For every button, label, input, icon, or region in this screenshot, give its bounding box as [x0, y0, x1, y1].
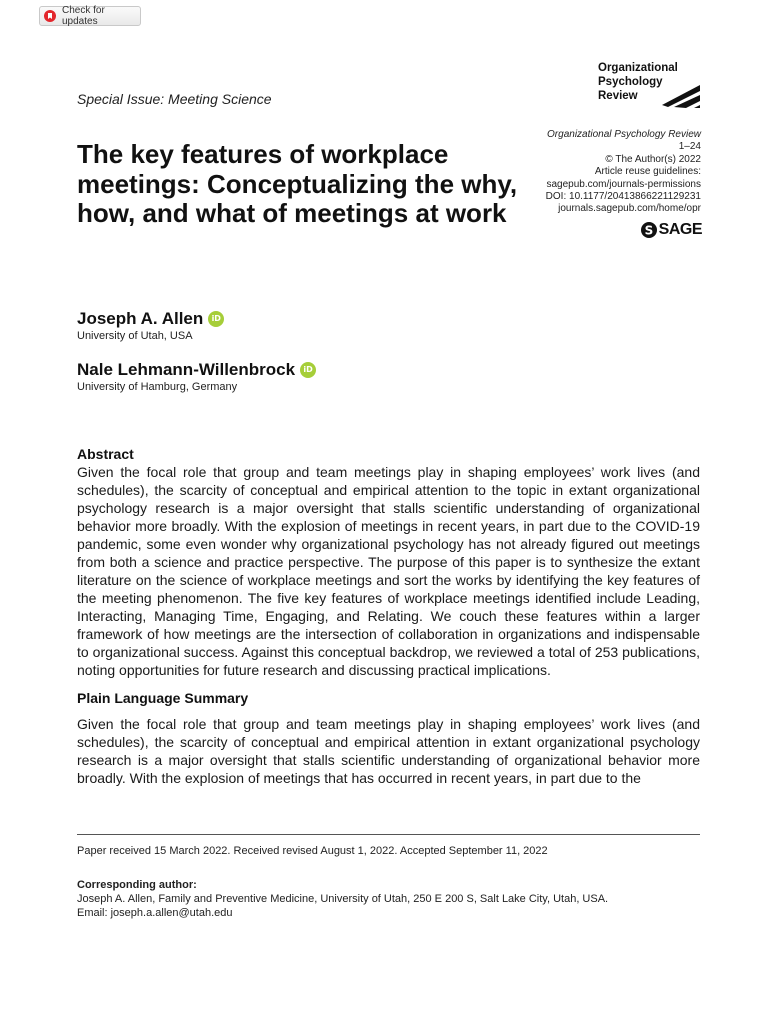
orcid-icon[interactable]: iD [208, 311, 224, 327]
article-meta [520, 129, 701, 216]
author-name: Nale Lehmann-Willenbrock [77, 360, 296, 379]
meta-doi[interactable]: DOI: 10.1177/20413866221129231 [545, 191, 701, 203]
author-name-wrap [77, 360, 316, 380]
author-block [77, 360, 316, 393]
corresponding-address: Joseph A. Allen, Family and Preventive Medicine, University of Utah, 250 E 200 S, Salt Lake City, Utah, USA. [77, 893, 609, 905]
special-issue-label: Special Issue: Meeting Science [77, 91, 272, 107]
received-dates: Paper received 15 March 2022. Received revised August 1, 2022. Accepted September 11, 2022 [77, 845, 548, 857]
abstract-section [77, 446, 700, 787]
meta-pages: 1–24 [678, 141, 701, 153]
meta-journal: Organizational Psychology Review [547, 129, 701, 140]
journal-logo-line-3: Review [598, 90, 638, 102]
article-title: The key features of workplace meetings: Conceptualizing the why, how, and what of meetings at work [77, 139, 518, 228]
check-for-updates-label: Check for updates [62, 5, 105, 27]
author-affiliation: University of Utah, USA [77, 330, 193, 342]
corresponding-email[interactable]: Email: joseph.a.allen@utah.edu [77, 907, 233, 919]
abstract-heading: Abstract [77, 446, 134, 462]
publisher-logo [636, 221, 702, 239]
meta-reuse-label: Article reuse guidelines: [594, 166, 701, 178]
publisher-name: SAGE [658, 221, 702, 238]
author-name: Joseph A. Allen [77, 309, 204, 328]
journal-logo-line-1: Organizational [598, 62, 678, 74]
stripes-mark-icon [660, 83, 702, 109]
plain-language-heading: Plain Language Summary [77, 690, 249, 706]
orcid-icon[interactable]: iD [300, 362, 316, 378]
author-block [77, 309, 224, 342]
meta-copyright: © The Author(s) 2022 [605, 153, 701, 165]
author-affiliation: University of Hamburg, Germany [77, 381, 238, 393]
journal-logo-line-2: Psychology [598, 76, 663, 88]
svg-text:S: S [644, 223, 653, 238]
corresponding-author [77, 878, 608, 920]
abstract-text: Given the focal role that group and team meetings play in shaping employees’ work lives (and schedules), the scarcity of conceptual and empirical attention to the topic in extant organizational psychology research is a major oversight that stalls scientific understanding of organizational behavior more broadly. With the explosion of meetings in recent years, in part due to the COVID-19 pandemic, some even wonder why organizational psychology has not already figured out meetings from both a science and practice perspective. The purpose of this paper is to synthesize the extant literature on the science of workplace meetings and sort the works by identifying the key features of the meeting phenomenon. The five key features of workplace meetings identified include Leading, Interacting, Managing Time, Engaging, and Relating. We couch these features within a larger framework of how meetings are the intersection of collaboration in organizations and indispensable to organizational success. Against this conceptual backdrop, we reviewed a total of 253 publications, noting opportunities for future research and discussing practical implications. [77, 464, 700, 678]
plain-language-text: Given the focal role that group and team meetings play in shaping employees’ work lives (and schedules), the scarcity of conceptual and empirical attention in extant organizational psychology research is a major oversight that stalls scientific understanding of organizational behavior more broadly. With the explosion of meetings that has occurred in recent years, in part due to the [77, 716, 700, 786]
sage-s-icon [641, 222, 657, 238]
check-for-updates-button[interactable] [39, 6, 141, 26]
corresponding-heading: Corresponding author: [77, 879, 197, 891]
meta-reuse-link[interactable]: sagepub.com/journals-permissions [546, 178, 701, 190]
author-name-wrap [77, 309, 224, 329]
meta-home-link[interactable]: journals.sagepub.com/home/opr [558, 203, 701, 215]
footnote-divider [77, 834, 700, 835]
bookmark-ribbon-icon [44, 10, 56, 22]
journal-logo [598, 61, 708, 111]
